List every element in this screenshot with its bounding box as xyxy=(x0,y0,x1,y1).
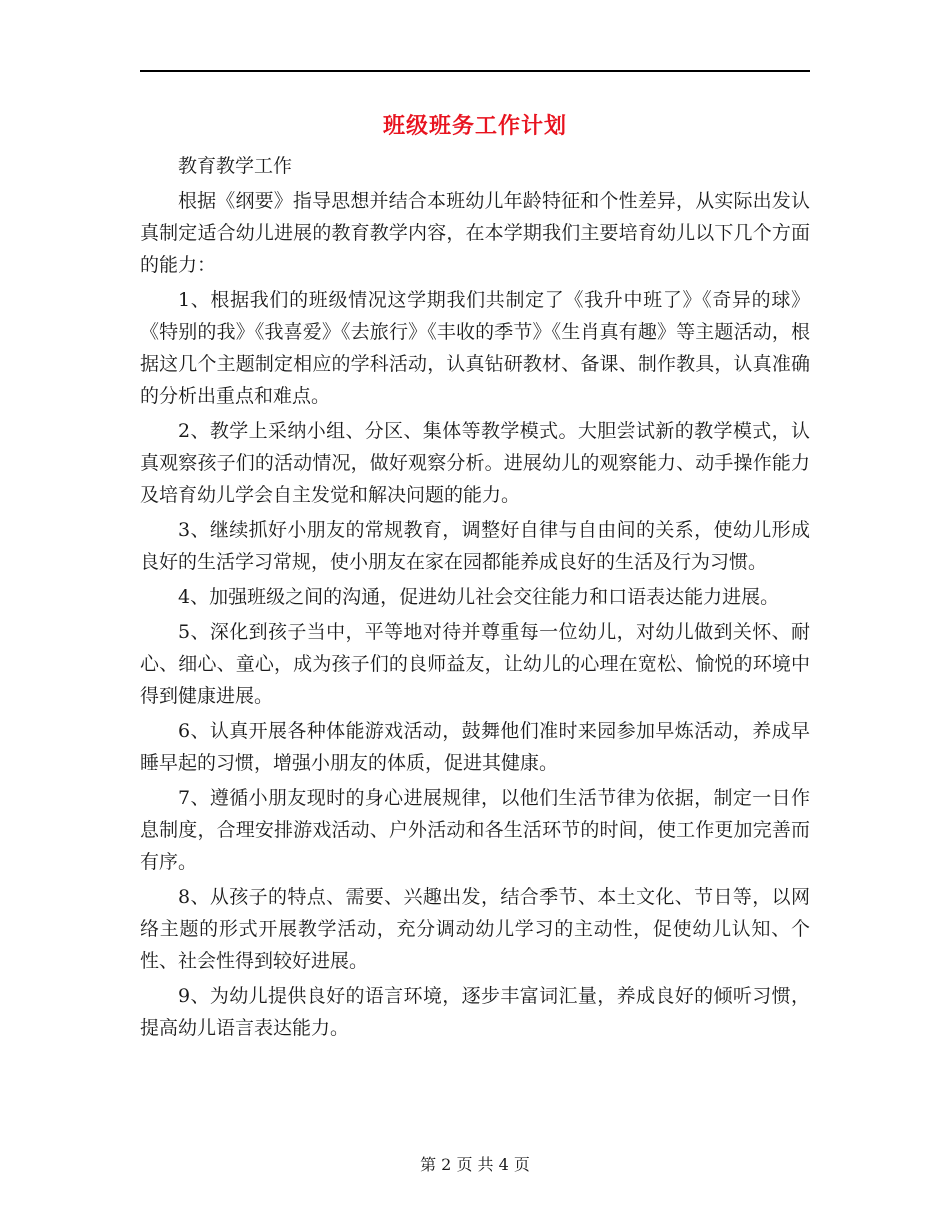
item-paragraph-5: 5、深化到孩子当中，平等地对待并尊重每一位幼儿，对幼儿做到关怀、耐心、细心、童心，成为孩子们的良师益友，让幼儿的心理在宽松、愉悦的环境中得到健康进展。 xyxy=(140,621,810,707)
item-paragraph-7: 7、遵循小朋友现时的身心进展规律，以他们生活节律为依据，制定一日作息制度，合理安排游戏活动、户外活动和各生活环节的时间，使工作更加完善而有序。 xyxy=(140,787,810,873)
section-heading: 教育教学工作 xyxy=(178,155,293,177)
header-rule xyxy=(140,70,810,72)
item-paragraph-4: 4、加强班级之间的沟通，促进幼儿社会交往能力和口语表达能力进展。 xyxy=(178,586,780,608)
intro-paragraph: 根据《纲要》指导思想并结合本班幼儿年龄特征和个性差异，从实际出发认真制定适合幼儿进展的教育教学内容，在本学期我们主要培育幼儿以下几个方面的能力： xyxy=(140,190,810,276)
item-paragraph-3: 3、继续抓好小朋友的常规教育，调整好自律与自由间的关系，使幼儿形成良好的生活学习常规，使小朋友在家在园都能养成良好的生活及行为习惯。 xyxy=(140,519,810,573)
item-paragraph-1: 1、根据我们的班级情况这学期我们共制定了《我升中班了》《奇异的球》《特别的我》《我喜爱》《去旅行》《丰收的季节》《生肖真有趣》等主题活动，根据这几个主题制定相应的学科活动，认真钻研教材、备课、制作教具，认真准确的分析出重点和难点。 xyxy=(140,289,810,407)
item-paragraph-8: 8、从孩子的特点、需要、兴趣出发，结合季节、本土文化、节日等，以网络主题的形式开展教学活动，充分调动幼儿学习的主动性，促使幼儿认知、个性、社会性得到较好进展。 xyxy=(140,886,810,972)
document-title: 班级班务工作计划 xyxy=(382,113,567,139)
page-footer: 第 2 页 共 4 页 xyxy=(420,1155,530,1174)
item-paragraph-6: 6、认真开展各种体能游戏活动，鼓舞他们准时来园参加早炼活动，养成早睡早起的习惯，增强小朋友的体质，促进其健康。 xyxy=(140,720,810,774)
document-body xyxy=(140,150,810,1044)
item-paragraph-2: 2、教学上采纳小组、分区、集体等教学模式。大胆尝试新的教学模式，认真观察孩子们的活动情况，做好观察分析。进展幼儿的观察能力、动手操作能力及培育幼儿学会自主发觉和解决问题的能力。 xyxy=(140,420,810,506)
item-paragraph-9: 9、为幼儿提供良好的语言环境，逐步丰富词汇量，养成良好的倾听习惯，提高幼儿语言表达能力。 xyxy=(140,985,810,1039)
